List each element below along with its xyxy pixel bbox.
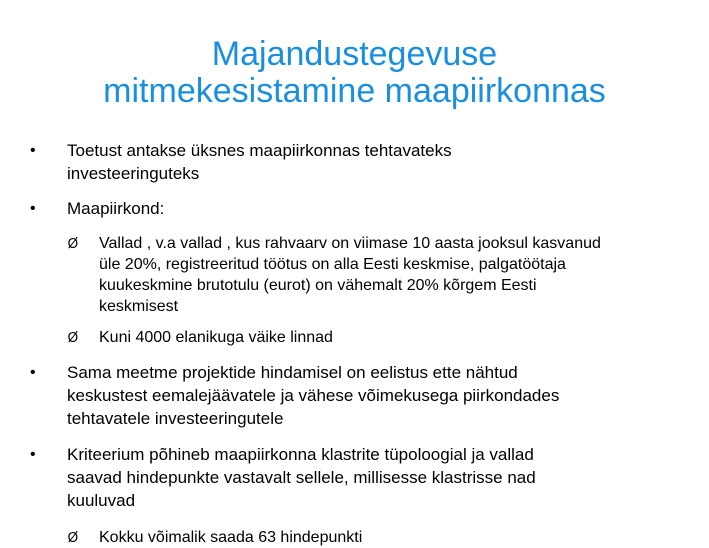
bullet-text — [67, 197, 692, 220]
text-line: Kriteerium põhineb maapiirkonna klastrite tüpoloogial ja vallad — [67, 445, 534, 464]
bullet-text — [67, 361, 692, 430]
sub-item-text — [99, 327, 699, 348]
arrow-glyph: Ø — [67, 329, 79, 346]
bullet-dot-icon: • — [30, 142, 36, 159]
text-line: Sama meetme projektide hindamisel on eelistus ette nähtud — [67, 363, 518, 382]
text-line: kuukeskmine brutotulu (eurot) on vähemalt 20% kõrgem Eesti — [99, 277, 537, 294]
text-line: keskustest eemalejäävatele ja vähese võimekusega piirkondades — [67, 386, 560, 405]
text-line: saavad hindepunkte vastavalt sellele, millisesse klastrisse nad — [67, 468, 536, 487]
text-line: üle 20%, registreeritud töötus on alla Eesti keskmise, palgatöötaja — [99, 256, 566, 273]
text-line: Toetust antakse üksnes maapiirkonnas tehtavateks — [67, 141, 452, 160]
text-line: Vallad , v.a vallad , kus rahvaarv on viimase 10 aasta jooksul kasvanud — [99, 235, 601, 252]
arrow-glyph: Ø — [67, 529, 79, 546]
sub-item-text — [99, 233, 699, 317]
arrow-glyph: Ø — [67, 235, 79, 252]
arrow-bullet-icon — [67, 527, 79, 548]
text-line: Kokku võimalik saada 63 hindepunkti — [99, 529, 363, 546]
text-line: keskmisest — [99, 298, 179, 315]
slide-title — [0, 36, 709, 110]
slide-title-line-1: Majandustegevuse — [211, 35, 498, 73]
text-line: Maapiirkond: — [67, 199, 165, 218]
bullet-dot-icon: • — [30, 364, 36, 381]
text-line: Kuni 4000 elanikuga väike linnad — [99, 329, 333, 346]
text-line: investeeringuteks — [67, 164, 200, 183]
bullet-text — [67, 443, 692, 512]
slide-title-line-2: mitmekesistamine maapiirkonnas — [103, 72, 606, 110]
bullet-dot-icon: • — [30, 446, 36, 463]
text-line: tehtavatele investeeringutele — [67, 409, 284, 428]
arrow-bullet-icon — [67, 233, 79, 254]
sub-item-text — [99, 527, 699, 548]
bullet-text — [67, 139, 692, 185]
text-line: kuuluvad — [67, 491, 136, 510]
bullet-dot-icon: • — [30, 200, 36, 217]
arrow-bullet-icon — [67, 327, 79, 348]
